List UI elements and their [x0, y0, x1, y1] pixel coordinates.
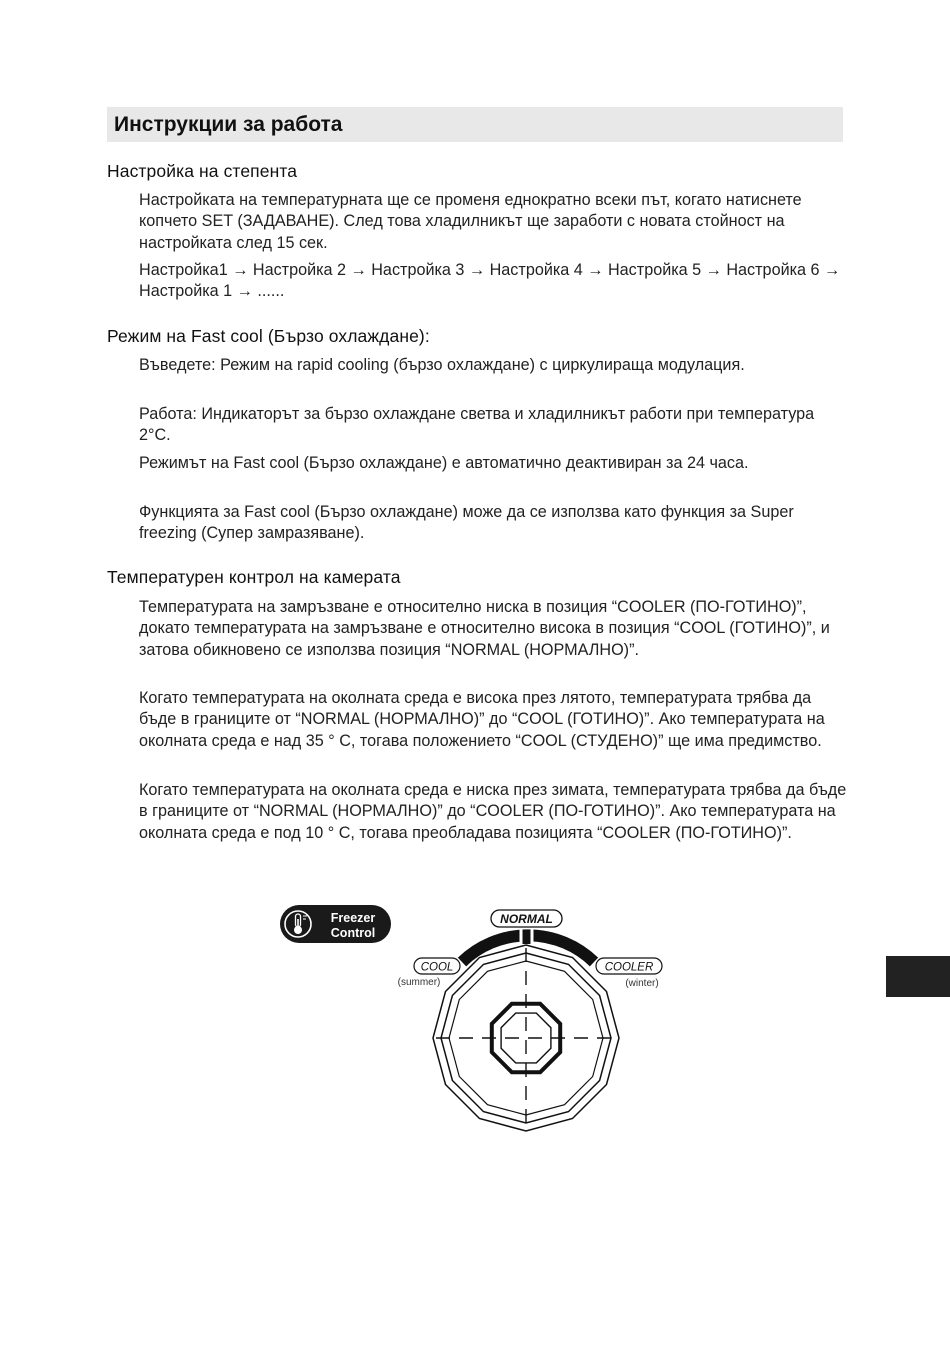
side-tab-marker — [886, 956, 950, 997]
paragraph: Когато температурата на околната среда е висока през лятото, температурата трябва да бъде в границите от “NORMAL (НОРМАЛНО)” до “COOL (ГОТИНО)”. Ако температурата на околната среда е над 35 ° C, тогава положението “COOL (СТУДЕНО)” ще има предимство. — [139, 689, 825, 750]
cool-position-label — [398, 958, 460, 988]
cool-note-text: (summer) — [397, 977, 441, 988]
page-title: Инструкции за работа — [107, 107, 843, 142]
paragraph: Въведете: Режим на rapid cooling (бързо охлаждане) с циркулираща модулация. — [139, 356, 745, 374]
paragraph: Настройка1 → Настройка 2 → Настройка 3 → Настройка 4 → Настройка 5 → Настройка 6 → Настройка 1 → ...... — [139, 261, 841, 301]
section-heading-degree-setting: Настройка на степента — [107, 161, 298, 181]
paragraph: Настройката на температурната ще се променя еднократно всеки път, когато натиснете копчето SET (ЗАДАВАНЕ). След това хладилникът ще заработи с новата стойност на настройката след 15 сек. — [139, 191, 802, 252]
section-heading-fast-cool: Режим на Fast cool (Бързо охлаждане): — [107, 326, 430, 346]
badge-line1: Freezer — [330, 911, 376, 925]
paragraph: Когато температурата на околната среда е ниска през зимата, температурата трябва да бъде в границите от “NORMAL (НОРМАЛНО)” до “COOLER (ПО-ГОТИНО)”. Ако температурата на околната среда е под 10 ° C, тогава преобладава позицията “COOLER (ПО-ГОТИНО)”. — [139, 781, 847, 842]
cooler-note-text: (winter) — [625, 978, 659, 989]
paragraph: Температурата на замръзване е относително ниска в позиция “COOLER (ПО-ГОТИНО)”, докато температурата на замръзване е относително висока в позиция “COOL (ГОТИНО)”, и затова обикновено се използва позиция “NORMAL (НОРМАЛНО)”. — [139, 598, 830, 659]
paragraph: Функцията за Fast cool (Бързо охлаждане) може да се използва като функция за Super freezing (Супер замразяване). — [139, 503, 794, 543]
cooler-position-label — [596, 958, 662, 989]
control-knob — [433, 945, 619, 1131]
badge-line2: Control — [330, 926, 376, 940]
freezer-control-badge — [280, 905, 391, 943]
freezer-control-diagram — [276, 900, 676, 1140]
normal-position-label — [491, 910, 562, 927]
normal-label-text: NORMAL — [500, 912, 553, 926]
paragraph: Режимът на Fast cool (Бързо охлаждане) е автоматично деактивиран за 24 часа. — [139, 454, 749, 472]
cool-label-text: COOL — [420, 961, 454, 974]
cooler-label-text: COOLER — [604, 961, 654, 974]
paragraph: Работа: Индикаторът за бързо охлаждане светва и хладилникът работи при температура 2°C. — [139, 405, 815, 445]
section-heading-chamber-temperature: Температурен контрол на камерата — [107, 567, 401, 587]
